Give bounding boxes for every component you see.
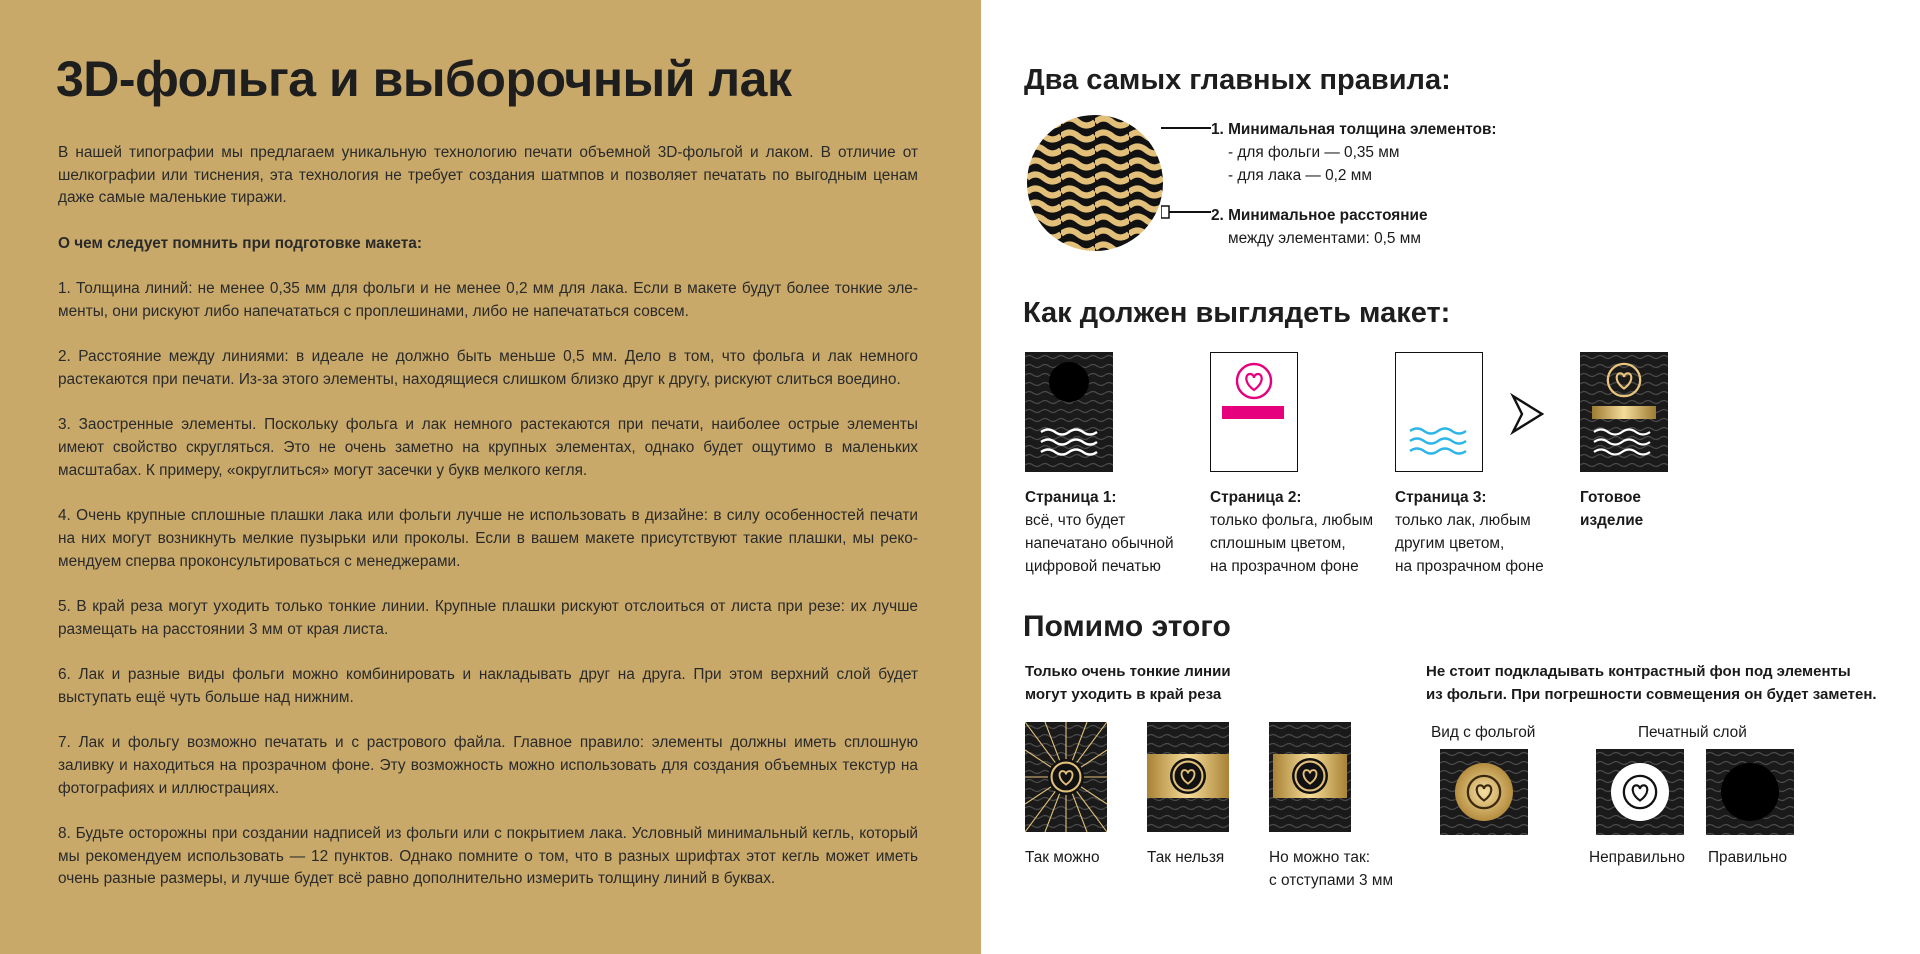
page-1-title: Страница 1: (1025, 489, 1117, 506)
arrow-right-icon (1510, 392, 1546, 436)
page-2-line-2: сплошным цветом, (1210, 535, 1346, 552)
right-panel (981, 0, 1920, 954)
edge-lines-caption (1025, 660, 1231, 706)
page-1-line-3: цифровой печатью (1025, 558, 1161, 575)
rule-1 (1211, 118, 1497, 187)
bleed-plate-wrong-thumb (1147, 722, 1229, 832)
page-2-preview (1210, 352, 1298, 472)
page-2-line-1: только фольга, любым (1210, 512, 1374, 529)
rule-item-1: 1. Толщина линий: не менее 0,35 мм для фольги и не менее 0,2 мм для лака. Если в макете будут более тонкие элементы, они рискуют либо напечататься с проплешинами, либо не напечататься совсем. (58, 280, 918, 320)
label-but-can (1269, 846, 1393, 892)
page-1-caption (1025, 486, 1174, 578)
label-right: Правильно (1708, 849, 1788, 866)
page-3-preview (1395, 352, 1483, 472)
contrast-caption-line-1: Не стоит подкладывать контрастный фон под элементы (1426, 663, 1851, 680)
print-layer-label: Печатный слой (1638, 724, 1747, 741)
rule-item-2: 2. Расстояние между линиями: в идеале не должно быть меньше 0,5 мм. Дело в том, что фольга и лак немного растекаются при печати. Из-за этого элементы, находящиеся слишком близко друг к другу, рискуют слиться воедино. (58, 348, 918, 388)
intro-paragraph: В нашей типографии мы предлагаем уникальную технологию печати объемной 3D-фольгой и лаком. В отличие от шелкографии или тиснения, эта технология не требует создания шатмпов и позволяет печатать по выгодным ценам даже самые маленькие тиражи. (58, 144, 918, 207)
contrast-bg-caption (1426, 660, 1877, 706)
page-2-caption (1210, 486, 1373, 578)
right-print-layer-thumb (1706, 749, 1794, 835)
label-wrong: Неправильно (1589, 849, 1685, 866)
page-3-line-1: только лак, любым (1395, 512, 1531, 529)
rule-item-4: 4. Очень крупные сплошные плашки лака или фольги лучше не использовать в дизайне: в силу особенностей печати на них могут возникнуть мелкие пузырьки или проколы. Если в вашем макете присутствуют такие плашки, мы рекомендуем сперва проконсультироваться с менеджерами. (58, 507, 918, 570)
page-2-line-3: на прозрачном фоне (1210, 558, 1359, 575)
page-3-line-3: на прозрачном фоне (1395, 558, 1544, 575)
edge-caption-line-1: Только очень тонкие линии (1025, 663, 1231, 680)
label-cannot: Так нельзя (1147, 849, 1225, 866)
page-2-title: Страница 2: (1210, 489, 1302, 506)
rule-2-text: между элементами: 0,5 мм (1228, 230, 1421, 247)
rule-item-7: 7. Лак и фольгу возможно печатать и с растрового файла. Главное правило: элементы должны иметь сплошную заливку и находиться на прозрачном фоне. Эту возможность можно использовать для создания объемных текстур на фотографиях и иллюстрациях. (58, 734, 918, 797)
page-3-title: Страница 3: (1395, 489, 1487, 506)
rule-2-title: 2. Минимальное расстояние (1211, 207, 1428, 224)
lead-heading: О чем следует помнить при подготовке макета: (58, 234, 422, 252)
rule-item-6: 6. Лак и разные виды фольги можно комбинировать и накладывать друг на друга. При этом верхний слой будет выступать ещё чуть больше над нижним. (58, 666, 918, 706)
page-3-caption (1395, 486, 1544, 578)
foil-view-thumb (1440, 749, 1528, 835)
wave-circle-illustration (1027, 115, 1163, 251)
rule-1-title: 1. Минимальная толщина элементов: (1211, 121, 1497, 138)
finished-product-preview (1580, 352, 1668, 472)
page-3-line-2: другим цветом, (1395, 535, 1505, 552)
finished-caption (1580, 486, 1643, 532)
rule-1-foil: - для фольги — 0,35 мм (1228, 144, 1400, 161)
article-body (58, 142, 918, 914)
rule-2 (1211, 204, 1428, 250)
edge-caption-line-2: могут уходить в край реза (1025, 686, 1222, 703)
page-1-line-2: напечатано обычной (1025, 535, 1174, 552)
rule-item-3: 3. Заостренные элементы. Поскольку фольга и лак немного растекаются при печати, наиболее острые элементы имеют свойство скругляться. Это не очень заметно на крупных элементах, однако будет ощутимо в маленьких масштабах. К примеру, «округлиться» могут засечки у букв мелкого кегля. (58, 416, 918, 479)
page-title: 3D-фольга и выборочный лак (56, 51, 792, 107)
label-but-line-2: с отступами 3 мм (1269, 872, 1394, 889)
finished-title-line-2: изделие (1580, 512, 1644, 529)
label-can: Так можно (1025, 849, 1100, 866)
rule-item-5: 5. В край реза могут уходить только тонкие линии. Крупные плашки рискуют отслоиться от листа при резе: их лучше размещать на расстоянии 3 мм от края листа. (58, 597, 918, 638)
rule-1-lacquer: - для лака — 0,2 мм (1228, 167, 1372, 184)
rules-heading: Два самых главных правила: (1024, 64, 1451, 96)
page-1-line-1: всё, что будет (1025, 512, 1126, 529)
thin-lines-ok-thumb (1025, 722, 1107, 832)
layout-heading: Как должен выглядеть макет: (1023, 297, 1451, 329)
contrast-caption-line-2: из фольги. При погрешности совмещения он будет заметен. (1426, 686, 1877, 703)
offset-plate-ok-thumb (1269, 722, 1351, 832)
wrong-print-layer-thumb (1596, 749, 1684, 835)
rule-item-8: 8. Будьте осторожны при создании надписей из фольги или с покрытием лака. Условный минимальный кегль, который мы рекомендуем использовать — 12 пунктов. Однако помните о том, что в разных шрифтах этот кегль может иметь очень разные размеры, и лучше будет всё равно дополнительно измерить толщину линий в буквах. (58, 824, 918, 888)
extra-heading: Помимо этого (1023, 610, 1231, 643)
foil-view-label: Вид с фольгой (1431, 724, 1536, 741)
finished-title-line-1: Готовое (1580, 489, 1641, 506)
page-1-preview (1025, 352, 1113, 472)
label-but-line-1: Но можно так: (1269, 849, 1370, 866)
